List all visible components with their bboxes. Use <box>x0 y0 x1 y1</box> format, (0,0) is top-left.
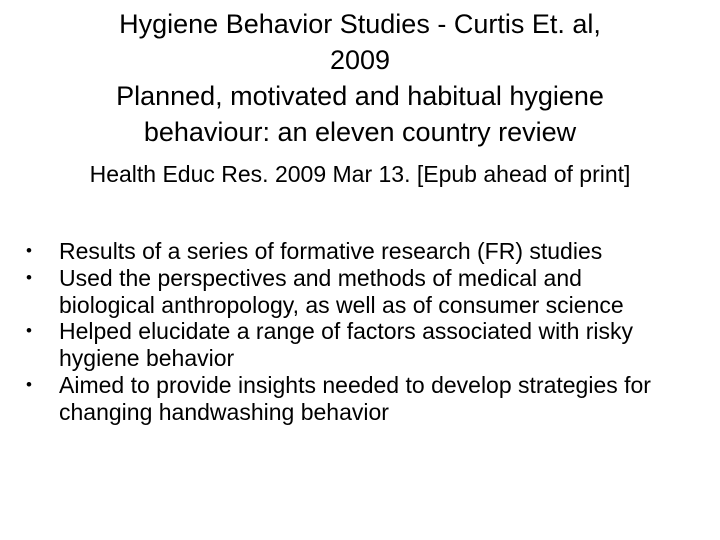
bullet-item <box>22 265 672 319</box>
bullet-icon: • <box>26 374 32 394</box>
bullet-icon: • <box>26 267 32 287</box>
bullet-text: Results of a series of formative research (FR) studies <box>59 238 603 264</box>
bullet-item <box>22 238 672 265</box>
bullet-text: Used the perspectives and methods of medical and biological anthropology, as well as of consumer science <box>59 264 624 318</box>
title-line-1: Hygiene Behavior Studies - Curtis Et. al, <box>119 9 601 39</box>
bullet-list <box>22 238 672 426</box>
bullet-text: Aimed to provide insights needed to develop strategies for changing handwashing behavior <box>59 371 651 425</box>
title-line-2: 2009 <box>329 45 391 75</box>
citation: Health Educ Res. 2009 Mar 13. [Epub ahead of print] <box>89 161 631 187</box>
title-line-3: Planned, motivated and habitual hygiene <box>116 81 604 111</box>
slide-title <box>40 6 680 150</box>
bullet-item <box>22 318 672 372</box>
bullet-icon: • <box>26 321 32 341</box>
title-line-4: behaviour: an eleven country review <box>143 117 577 147</box>
bullet-text: Helped elucidate a range of factors associated with risky hygiene behavior <box>59 318 634 372</box>
bullet-item <box>22 372 672 426</box>
bullet-icon: • <box>26 241 32 260</box>
